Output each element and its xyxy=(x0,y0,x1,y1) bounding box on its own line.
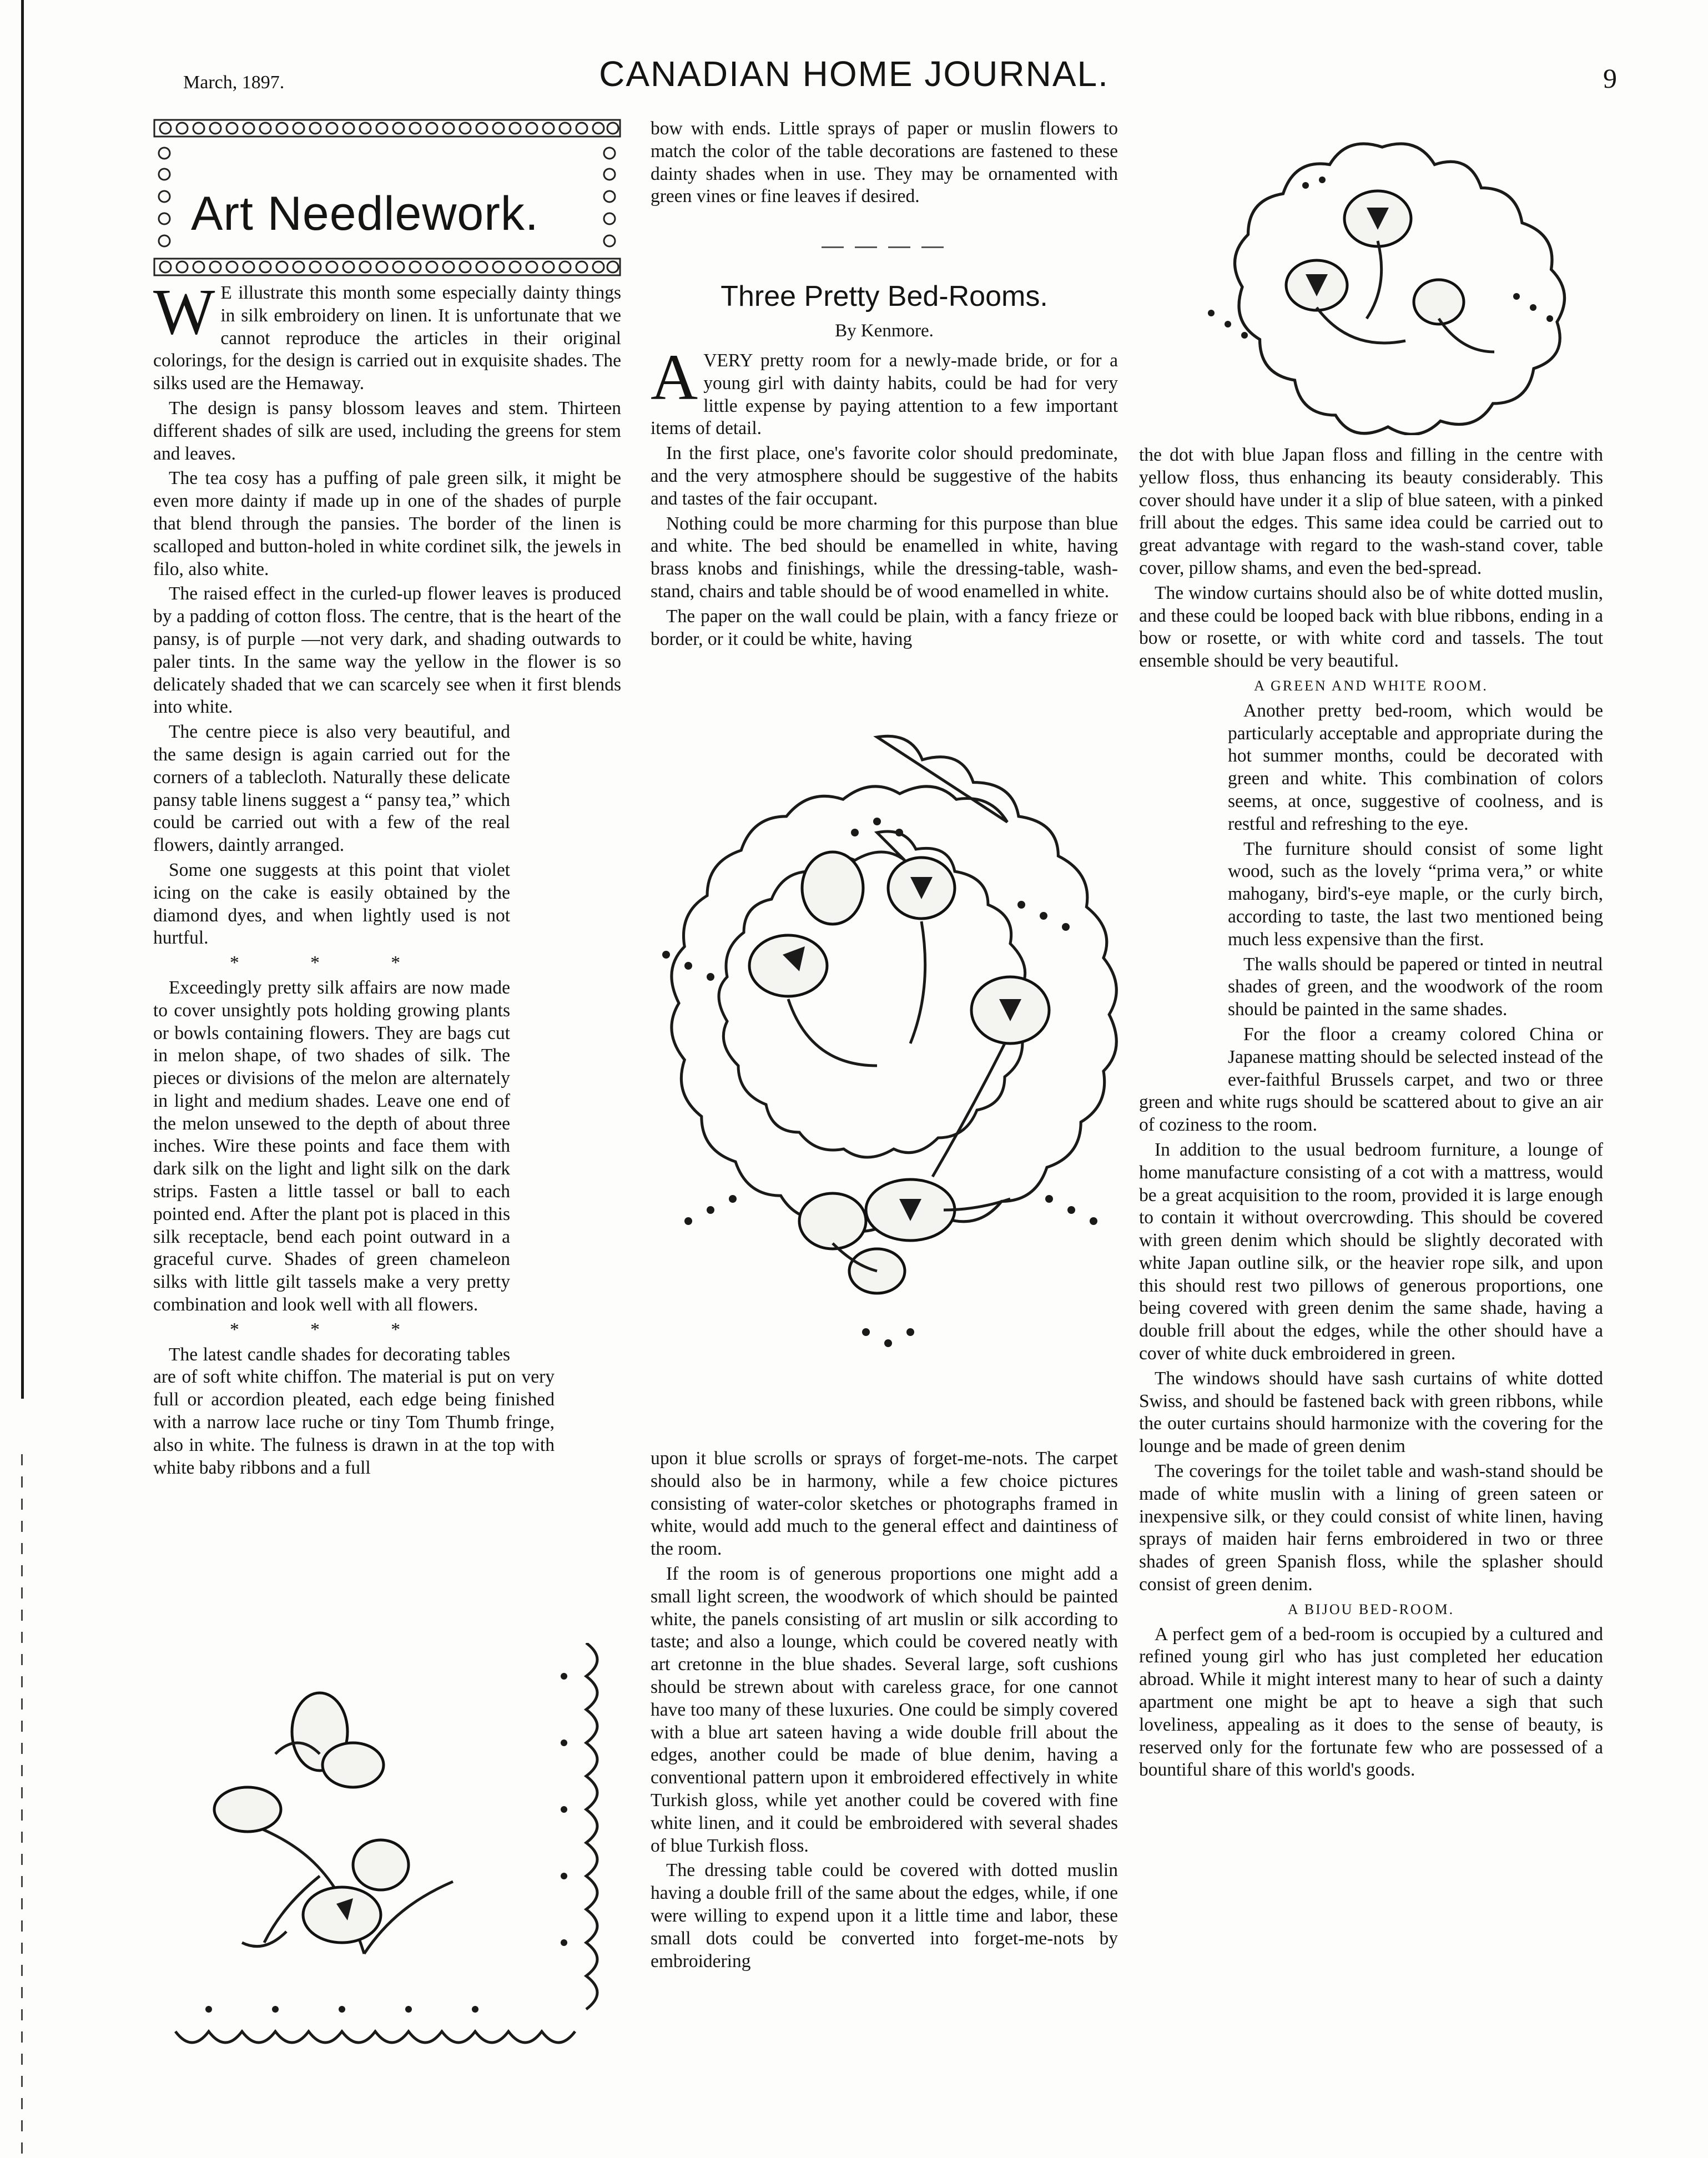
bedrooms-paragraph-1: AVERY pretty room for a newly-made bride, or for a young girl with dainty habits, could be had for very little expense by paying attention to a few important items of detail. xyxy=(651,341,1118,439)
banner-top-border xyxy=(154,120,620,137)
header-date: March, 1897. xyxy=(183,72,285,93)
art-needlework-paragraph-6: Some one suggests at this point that violet icing on the cake is easily obtained by the diamond dyes, and when lightly used is not hurtful. xyxy=(153,859,510,949)
bedrooms-paragraph-12: The walls should be papered or tinted in neutral shades of green, and the woodwork of the room should be painted in the same shades. xyxy=(1228,954,1603,1020)
section-divider xyxy=(822,246,944,248)
subhead-bijou-bedroom: A BIJOU BED-ROOM. xyxy=(1287,1601,1455,1617)
art-needlework-paragraph-8: The latest candle shades for decorating tables are of soft white chiffon. The material is put on very full or accordion pleated, each edge being finished with a narrow lace ruche or tiny Tom Thumb fringe, also in white. The fulness is drawn in at the top with white baby ribbons and a full xyxy=(153,1344,555,1478)
centrepiece-float-space-right xyxy=(1139,700,1228,1088)
bedrooms-paragraph-11: The furniture should consist of some light wood, such as the lovely “prima vera,” or white mahogany, bird's-eye maple, or the curly birch, according to taste, the last two mentioned being much less expensive than the first. xyxy=(1228,838,1603,950)
bedrooms-title: Three Pretty Bed-Rooms. xyxy=(721,280,1048,312)
journal-title: CANADIAN HOME JOURNAL. xyxy=(599,54,1109,94)
dropcap-w: W xyxy=(153,275,215,348)
bedrooms-column-bottom xyxy=(651,1448,1118,1975)
art-needlework-paragraph-9: bow with ends. Little sprays of paper or muslin flowers to match the color of the table decorations are fastened to these dainty shades when in use. They may be ornamented with green vines or fine leaves if desired. xyxy=(651,118,1118,207)
bedrooms-paragraph-16: The coverings for the toilet table and wash-stand should be made of white muslin with a lining of green sateen or inexpensive silk, or they could consist of white linen, having sprays of maiden hair ferns embroidered in two or three shades of green Spanish floss, while the splasher should consist of green denim. xyxy=(1139,1461,1603,1595)
bedrooms-paragraph-17: A perfect gem of a bed-room is occupied by a cultured and refined young girl who has just completed her education abroad. While it might interest many to hear of such a dainty apartment one might be apt to heave a sigh that such loveliness, appealing as it does to the sense of beauty, is reserved only for the fortunate few who are possessed of a bountiful share of this world's goods. xyxy=(1139,1623,1603,1781)
centrepiece-pansies xyxy=(749,852,1049,1293)
bedrooms-paragraph-2: In the first place, one's favorite color should predominate, and the very atmosphere should be suggestive of the habits and tastes of the fair occupant. xyxy=(651,443,1118,509)
art-needlework-paragraph-4: The raised effect in the curled-up flower leaves is produced by a padding of cotton floss. The centre, that is the heart of the pansy, is of purple —not very dark, and shading outwards to paler tints. In the same way the yellow in the flower is so delicately shaded that we can scarcely see when it first blends into white. xyxy=(153,583,621,718)
bedrooms-paragraph-8: the dot with blue Japan floss and filling in the centre with yellow floss, thus enhancing its beauty considerably. This cover should have under it a slip of blue sateen, with a pinked frill about the edges. This same idea could be carried out to great advantage with regard to the wash-stand cover, table cover, pillow shams, and even the bed-spread. xyxy=(1139,445,1603,578)
doily-pansies xyxy=(1286,191,1494,352)
art-needlework-title: Art Needlework. xyxy=(191,187,539,240)
doily-scallop-border xyxy=(1235,144,1565,434)
dropcap-a: A xyxy=(651,341,698,414)
bedrooms-paragraph-15: The windows should have sash curtains of white dotted Swiss, and should be fastened back with green ribbons, while the outer curtains should harmonize with the covering for the lounge and be made of green denim xyxy=(1139,1368,1603,1457)
bedrooms-paragraph-9: The window curtains should also be of white dotted muslin, and these could be looped back with blue ribbons, ending in a bow or rosette, or with white cord and tassels. The tout ensemble should be very beautiful. xyxy=(1139,582,1603,672)
bedrooms-paragraph-10: Another pretty bed-room, which would be particularly acceptable and appropriate during the hot summer months, could be decorated with green and white. This combination of colors seems, at once, suggestive of coolness, and is restful and refreshing to the eye. xyxy=(1139,700,1603,836)
art-needlework-paragraph-2: The design is pansy blossom leaves and stem. Thirteen different shades of silk are used, including the greens for stem and leaves. xyxy=(153,397,621,464)
bedrooms-paragraph-5: upon it blue scrolls or sprays of forget-me-nots. The carpet should also be in harmony, while a few choice pictures consisting of water-color sketches or photographs framed in white, would add much to the general effect and daintiness of the room. xyxy=(651,1448,1118,1560)
subhead-green-white-room: A GREEN AND WHITE ROOM. xyxy=(1254,677,1488,694)
bedrooms-paragraph-4: The paper on the wall could be plain, with a fancy frieze or border, or it could be white, having xyxy=(651,606,1118,649)
page-left-rule-dashed xyxy=(21,1454,23,2158)
banner-bottom-border xyxy=(154,259,620,275)
bedrooms-paragraph-13: For the floor a creamy colored China or Japanese matting should be selected instead of the ever-faithful Brussels carpet, and two or three green and white rugs should be scattered about to give an air of coziness to the room. xyxy=(1139,1023,1603,1136)
bedrooms-byline: By Kenmore. xyxy=(835,321,934,341)
page-number: 9 xyxy=(1603,63,1617,94)
section-stars-1: * * * xyxy=(230,952,434,974)
doily-corner-illustration xyxy=(1139,119,1603,435)
art-needlework-paragraph-1: W E illustrate this month some especially dainty things in silk embroidery on linen. It is unfortunate that we cannot reproduce the articles in their original colorings, for the design is carried out in exquisite shades. The silks used are the Hemaway. xyxy=(153,275,621,394)
bedrooms-paragraph-6: If the room is of generous proportions one might add a small light screen, the woodwork of which should be painted white, the panels consisting of art muslin or silk according to taste; and also a lounge, which could be covered neatly with art cretonne in the blue shades. Several large, soft cushions should be strewn about with careless grace, for one cannot have too many of these luxuries. One could be simply covered with a blue art sateen having a wide double frill about the edges, another could be made of blue denim, having a conventional pattern upon it embroidered effectively in white Turkish gloss, while yet another could be covered with fine white linen, and it could be embroidered with several shades of blue Turkish floss. xyxy=(651,1563,1118,1856)
centrepiece-scallop-ring xyxy=(555,736,1199,1399)
bedrooms-paragraph-7: The dressing table could be covered with dotted muslin having a double frill of the same about the edges, while, if one were willing to expend upon it a little time and labor, these small dots could be converted into forget-me-nots by embroidering xyxy=(651,1860,1118,1972)
page-left-rule xyxy=(21,0,24,1399)
bedrooms-column-right xyxy=(1139,444,1603,1784)
tea-cosy-pansy-spray xyxy=(214,1693,453,1954)
pansy-centrepiece-illustration xyxy=(522,722,1232,1432)
art-needlework-continued xyxy=(651,118,1118,210)
bedrooms-paragraph-14: In addition to the usual bedroom furniture, a lounge of home manufacture consisting of a cot with a mattress, would be a great acquisition to the room, provided it is large enough to contain it without overcrowding. This should be covered with green denim which should be slightly decorated with white Japan outline silk, or the heavier rope silk, and upon this should rest two pillows of generous proportions, one being covered with green denim the same shade, having a double frill about the edges, while the other should have a cover of white duck embroidered in green. xyxy=(1139,1139,1603,1364)
art-needlework-paragraph-3: The tea cosy has a puffing of pale green silk, it might be even more dainty if made up in one of the shades of purple that blend through the pansies. The border of the linen is scalloped and button-holed in white cordinet silk, the jewels in filo, also white. xyxy=(153,468,621,579)
section-stars-2: * * * xyxy=(230,1319,434,1340)
art-needlework-paragraph-5: The centre piece is also very beautiful, and the same design is again carried out for the corners of a tablecloth. Naturally these delicate pansy table linens suggest a “ pansy tea,” which could be carried out with a few of the real flowers, daintly arranged. xyxy=(153,722,510,856)
art-needlework-paragraph-7: Exceedingly pretty silk affairs are now made to cover unsightly pots holding growing plants or bowls containing flowers. They are bags cut in melon shape, of two shades of silk. The pieces or divisions of the melon are alternately in light and medium shades. Leave one end of the melon unsewed to the depth of about three inches. Wire these points and face them with dark silk on the light and light silk on the dark strips. Fasten a little tassel or ball to each pointed end. After the plant pot is placed in this silk receptacle, bend each point outward in a graceful curve. Shades of green chameleon silks with little gilt tassels make a very pretty combination and look well with all flowers. xyxy=(153,977,510,1315)
bedrooms-paragraph-3: Nothing could be more charming for this purpose than blue and white. The bed should be enamelled in white, having brass knobs and finishings, while the dressing-table, wash-stand, chairs and table should be of wood enamelled in white. xyxy=(651,513,1118,602)
tea-cosy-illustration xyxy=(153,1643,622,2054)
bedrooms-column-top xyxy=(651,341,1118,653)
